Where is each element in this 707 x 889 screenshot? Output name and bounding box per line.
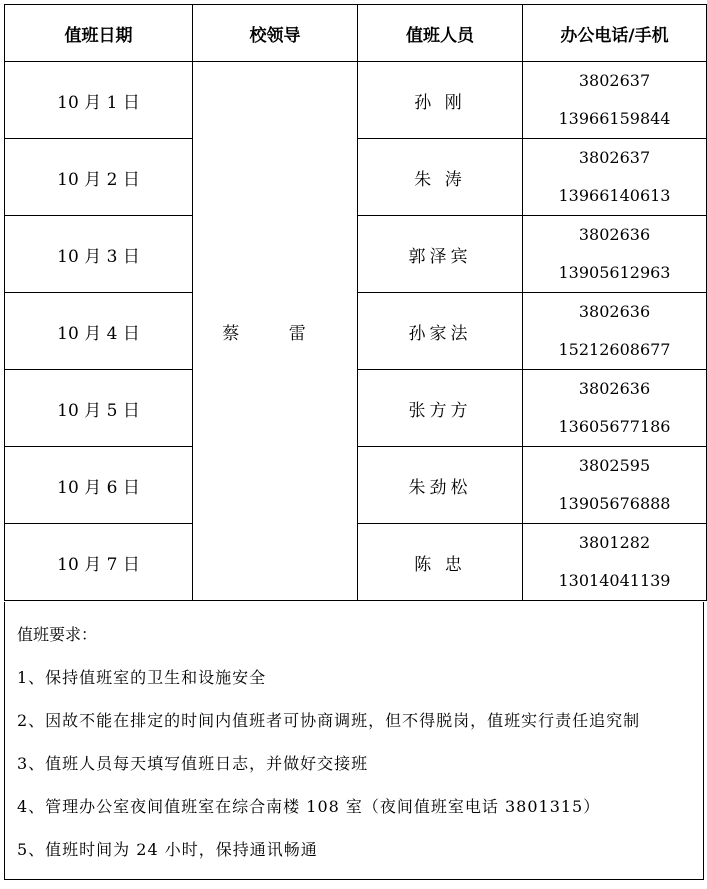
office-phone: 3802637 bbox=[578, 148, 651, 167]
requirement-item: 5、值班时间为 24 小时，保持通讯畅通 bbox=[17, 840, 318, 859]
mobile-phone: 13905612963 bbox=[558, 263, 671, 282]
mobile-phone: 13905676888 bbox=[558, 494, 671, 513]
header-date: 值班日期 bbox=[5, 5, 193, 62]
duty-requirements-box bbox=[4, 602, 704, 880]
mobile-phone: 13605677186 bbox=[558, 417, 671, 436]
mobile-phone: 13014041139 bbox=[558, 571, 671, 590]
requirement-item: 1、保持值班室的卫生和设施安全 bbox=[17, 668, 267, 687]
phone-cell bbox=[523, 524, 707, 601]
requirement-item: 4、管理办公室夜间值班室在综合南楼 108 室（夜间值班室电话 3801315） bbox=[17, 797, 601, 816]
duty-staff: 朱 涛 bbox=[358, 139, 523, 216]
phone-cell bbox=[523, 62, 707, 139]
duty-staff: 陈 忠 bbox=[358, 524, 523, 601]
duty-staff: 孙 刚 bbox=[358, 62, 523, 139]
table-header-row bbox=[5, 5, 707, 62]
office-phone: 3802595 bbox=[578, 456, 651, 475]
duty-date: 10 月 2 日 bbox=[5, 139, 193, 216]
duty-date: 10 月 7 日 bbox=[5, 524, 193, 601]
office-phone: 3802636 bbox=[578, 225, 651, 244]
duty-date: 10 月 5 日 bbox=[5, 370, 193, 447]
header-leader: 校领导 bbox=[193, 5, 358, 62]
phone-cell bbox=[523, 293, 707, 370]
requirement-item: 3、值班人员每天填写值班日志，并做好交接班 bbox=[17, 754, 369, 773]
duty-schedule-table bbox=[4, 4, 707, 601]
office-phone: 3802636 bbox=[578, 302, 651, 321]
duty-staff: 郭泽宾 bbox=[358, 216, 523, 293]
phone-cell bbox=[523, 370, 707, 447]
phone-cell bbox=[523, 139, 707, 216]
duty-date: 10 月 4 日 bbox=[5, 293, 193, 370]
school-leader: 蔡 雷 bbox=[193, 62, 358, 601]
phone-cell bbox=[523, 216, 707, 293]
duty-date: 10 月 1 日 bbox=[5, 62, 193, 139]
mobile-phone: 15212608677 bbox=[558, 340, 671, 359]
duty-date: 10 月 6 日 bbox=[5, 447, 193, 524]
mobile-phone: 13966159844 bbox=[558, 109, 671, 128]
table-row bbox=[5, 62, 707, 139]
phone-cell bbox=[523, 447, 707, 524]
requirements-title: 值班要求： bbox=[17, 625, 98, 644]
header-staff: 值班人员 bbox=[358, 5, 523, 62]
office-phone: 3802636 bbox=[578, 379, 651, 398]
duty-staff: 孙家法 bbox=[358, 293, 523, 370]
header-phone: 办公电话/手机 bbox=[523, 5, 707, 62]
duty-staff: 张方方 bbox=[358, 370, 523, 447]
duty-date: 10 月 3 日 bbox=[5, 216, 193, 293]
mobile-phone: 13966140613 bbox=[558, 186, 671, 205]
duty-staff: 朱劲松 bbox=[358, 447, 523, 524]
office-phone: 3801282 bbox=[578, 533, 651, 552]
requirement-item: 2、因故不能在排定的时间内值班者可协商调班，但不得脱岗，值班实行责任追究制 bbox=[17, 711, 641, 730]
office-phone: 3802637 bbox=[578, 71, 651, 90]
